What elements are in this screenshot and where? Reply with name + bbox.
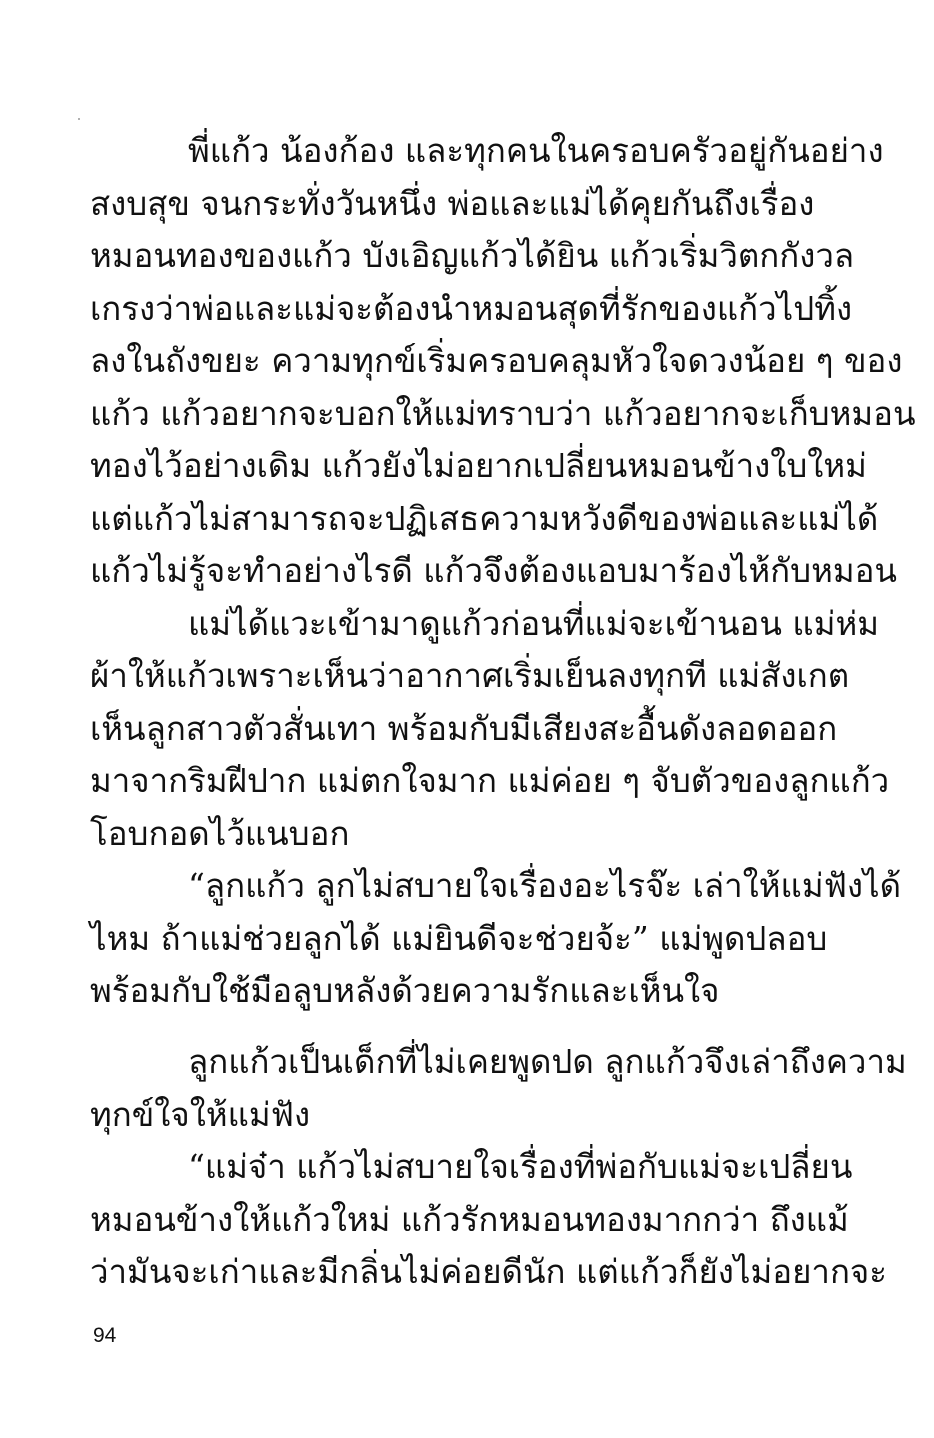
story-text-block-2 bbox=[90, 1036, 907, 1299]
text-line: ไหม ถ้าแม่ช่วยลูกได้ แม่ยินดีจะช่วยจ้ะ” แม่พูดปลอบ bbox=[90, 918, 828, 958]
text-line: เห็นลูกสาวตัวสั่นเทา พร้อมกับมีเสียงสะอื้นดังลอดออก bbox=[90, 708, 838, 748]
text-line: ผ้าให้แก้วเพราะเห็นว่าอากาศเริ่มเย็นลงทุกที แม่สังเกต bbox=[90, 656, 850, 695]
text-line: ทองไว้อย่างเดิม แก้วยังไม่อยากเปลี่ยนหมอนข้างใบใหม่ bbox=[90, 446, 867, 485]
text-line: หมอนข้างให้แก้วใหม่ แก้วรักหมอนทองมากกว่า ถึงแม้ bbox=[90, 1199, 849, 1239]
text-line: “ลูกแก้ว ลูกไม่สบายใจเรื่องอะไรจ๊ะ เล่าให้แม่ฟังได้ bbox=[188, 866, 902, 905]
text-line: ลงในถังขยะ ความทุกข์เริ่มครอบคลุมหัวใจดวงน้อย ๆ ของ bbox=[90, 341, 903, 380]
text-line: ว่ามันจะเก่าและมีกลิ่นไม่ค่อยดีนัก แต่แก้วก็ยังไม่อยากจะ bbox=[90, 1252, 887, 1291]
text-line: “แม่จ๋า แก้วไม่สบายใจเรื่องที่พ่อกับแม่จะเปลี่ยน bbox=[188, 1147, 853, 1186]
text-line: ลูกแก้วเป็นเด็กที่ไม่เคยพูดปด ลูกแก้วจึงเล่าถึงความ bbox=[188, 1042, 907, 1081]
text-line: แต่แก้วไม่สามารถจะปฏิเสธความหวังดีของพ่อและแม่ได้ bbox=[90, 498, 879, 538]
text-line: พร้อมกับใช้มือลูบหลังด้วยความรักและเห็นใจ bbox=[90, 971, 720, 1010]
text-line: เกรงว่าพ่อและแม่จะต้องนำหมอนสุดที่รักของแก้วไปทิ้ง bbox=[90, 288, 853, 328]
text-line: สงบสุข จนกระทั่งวันหนึ่ง พ่อและแม่ได้คุยกันถึงเรื่อง bbox=[90, 183, 815, 223]
page-number: 94 bbox=[93, 1324, 117, 1347]
text-line: แก้ว แก้วอยากจะบอกให้แม่ทราบว่า แก้วอยากจะเก็บหมอน bbox=[90, 393, 916, 433]
scan-speck bbox=[78, 118, 80, 120]
text-line: ทุกข์ใจให้แม่ฟัง bbox=[90, 1094, 311, 1134]
text-line: พี่แก้ว น้องก้อง และทุกคนในครอบครัวอยู่กันอย่าง bbox=[188, 131, 884, 170]
text-line: มาจากริมฝีปาก แม่ตกใจมาก แม่ค่อย ๆ จับตัวของลูกแก้ว bbox=[90, 761, 890, 800]
text-line: โอบกอดไว้แนบอก bbox=[90, 813, 350, 853]
text-line: แม่ได้แวะเข้ามาดูแก้วก่อนที่แม่จะเข้านอน แม่ห่ม bbox=[188, 603, 879, 643]
text-line: หมอนทองของแก้ว บังเอิญแก้วได้ยิน แก้วเริ่มวิตกกังวล bbox=[90, 236, 855, 275]
text-line: แก้วไม่รู้จะทำอย่างไรดี แก้วจึงต้องแอบมาร้องไห้กับหมอน bbox=[90, 551, 897, 590]
story-text-block-1 bbox=[90, 125, 916, 1018]
